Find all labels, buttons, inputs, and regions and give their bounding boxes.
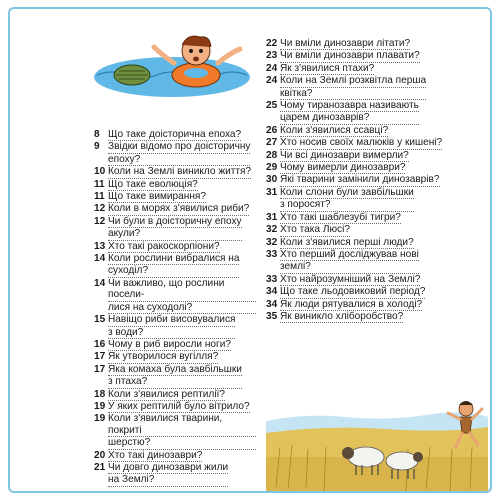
entry-line: Звідки відомо про доісторичну	[108, 141, 251, 153]
page-number: 24	[266, 75, 278, 87]
entry-line: Чому в риб виросли ноги?	[108, 338, 231, 350]
entry-title	[108, 216, 242, 241]
page-number: 15	[94, 314, 106, 326]
page-number: 26	[266, 124, 278, 136]
field-animals-illustration	[266, 387, 488, 493]
right-entry[interactable]	[266, 249, 486, 274]
page-number: 12	[94, 215, 106, 227]
entry-line: Що таке льодовиковий період?	[280, 286, 426, 298]
entry-title	[108, 203, 249, 215]
entry-title	[280, 63, 374, 75]
page-number: 27	[266, 137, 278, 149]
entry-line: Як виникло хліборобство?	[280, 310, 404, 322]
right-entry[interactable]	[266, 100, 486, 125]
entry-line: шерстю?	[108, 437, 151, 449]
right-entry[interactable]	[266, 187, 486, 212]
entry-line: Хто такі динозаври?	[108, 449, 203, 461]
page-number: 34	[266, 298, 278, 310]
entry-line: Чи вміли динозаври плавати?	[280, 50, 420, 62]
entry-title	[108, 166, 251, 178]
entry-line: Як утворилося вугілля?	[108, 351, 219, 363]
entry-title	[280, 249, 419, 274]
page-number: 31	[266, 211, 278, 223]
entry-line: з поросят?	[280, 199, 331, 211]
page-number: 35	[266, 310, 278, 322]
page-number: 14	[94, 277, 106, 289]
left-entry[interactable]	[94, 351, 256, 363]
swimming-boy-illustration	[92, 17, 252, 105]
page-number: 32	[266, 224, 278, 236]
page-number: 33	[266, 273, 278, 285]
entry-title	[280, 187, 414, 212]
entry-line: Як з'явилися птахи?	[280, 62, 375, 74]
left-entry[interactable]	[94, 241, 256, 253]
entry-line: Хто така Люсі?	[280, 224, 350, 236]
entry-title	[108, 413, 256, 449]
entry-line: епоху?	[108, 153, 141, 165]
entry-line: Чи довго динозаври жили	[108, 461, 229, 473]
entry-line: Чи важливо, що рослини посели-	[108, 278, 256, 302]
entry-title	[108, 141, 250, 166]
page-number: 13	[94, 240, 106, 252]
left-entry[interactable]	[94, 401, 256, 413]
entry-title	[108, 241, 220, 253]
entry-line: Що таке еволюція?	[108, 178, 198, 190]
entry-line: Чому вимерли динозаври?	[280, 162, 406, 174]
right-entry[interactable]	[266, 299, 486, 311]
entry-title	[280, 224, 350, 236]
page-number: 12	[94, 203, 106, 215]
entry-title	[108, 351, 218, 363]
entry-title	[108, 401, 250, 413]
entry-title	[280, 162, 405, 174]
entry-title	[280, 75, 426, 100]
left-entry[interactable]	[94, 191, 256, 203]
entry-title	[108, 129, 241, 141]
page-number: 17	[94, 363, 106, 375]
entry-line: Хто такі шаблезубі тигри?	[280, 211, 401, 223]
entry-line: Хто перший досліджував нові	[280, 248, 419, 260]
left-entry[interactable]	[94, 413, 256, 449]
entry-line: царем динозаврів?	[280, 112, 370, 124]
entry-line: суходіл?	[108, 265, 149, 277]
left-entry[interactable]	[94, 129, 256, 141]
entry-title	[280, 100, 419, 125]
page-number: 22	[266, 38, 278, 49]
entry-title	[280, 237, 414, 249]
entry-line: Коли в морях з'явилися риби?	[108, 203, 250, 215]
entry-line: землі?	[280, 261, 311, 273]
right-entry[interactable]	[266, 174, 486, 186]
entry-line: квітка?	[280, 87, 313, 99]
entry-title	[280, 150, 409, 162]
page-number: 20	[94, 449, 106, 461]
entry-title	[280, 286, 425, 298]
right-entry[interactable]	[266, 150, 486, 162]
entry-title	[108, 450, 202, 462]
entry-line: Хто такі ракоскорпіони?	[108, 240, 220, 252]
entry-line: Як люди рятувалися в холоді?	[280, 298, 423, 310]
left-entry[interactable]	[94, 278, 256, 314]
entry-title	[280, 299, 422, 311]
page-number: 11	[94, 178, 105, 190]
page-number: 25	[266, 100, 278, 112]
entry-title	[280, 125, 388, 137]
entry-title	[280, 174, 440, 186]
page-number: 28	[266, 149, 278, 161]
entry-line: з птаха?	[108, 376, 148, 388]
page-number: 24	[266, 62, 278, 74]
entry-title	[108, 314, 235, 339]
left-entry[interactable]	[94, 216, 256, 241]
entry-line: Що таке вимирання?	[108, 191, 206, 203]
left-entry[interactable]	[94, 389, 256, 401]
page-frame	[8, 7, 492, 493]
entry-title	[280, 274, 420, 286]
entry-line: Навіщо риби висовувалися	[108, 314, 236, 326]
page-number: 16	[94, 338, 106, 350]
entry-line: Чому тиранозавра називають	[280, 100, 419, 112]
entry-line: акули?	[108, 228, 141, 240]
right-entry[interactable]	[266, 50, 486, 62]
entry-title	[280, 137, 442, 149]
entry-title	[280, 311, 403, 323]
left-entry[interactable]	[94, 141, 256, 166]
entry-title	[108, 389, 225, 401]
left-entry[interactable]	[94, 179, 256, 191]
page-number: 30	[266, 174, 278, 186]
left-entry[interactable]	[94, 339, 256, 351]
entry-title	[280, 38, 410, 50]
right-entry[interactable]	[266, 137, 486, 149]
entry-line: Що таке доісторична епоха?	[108, 129, 242, 140]
page-number: 29	[266, 162, 278, 174]
entry-title	[108, 179, 198, 191]
right-entry[interactable]	[266, 311, 486, 323]
right-entry[interactable]	[266, 125, 486, 137]
entry-line: Коли на Землі розквітла перша	[280, 75, 427, 87]
entry-line: з води?	[108, 326, 144, 338]
entry-title	[108, 339, 231, 351]
entry-line: Хто найрозумніший на Землі?	[280, 273, 421, 285]
left-entry[interactable]	[94, 364, 256, 389]
entry-line: Чи були в доісторичну епоху	[108, 215, 242, 227]
entry-line: Які тварини замінили динозаврів?	[280, 174, 440, 186]
left-entry[interactable]	[94, 253, 256, 278]
page-number: 19	[94, 413, 106, 425]
left-entry[interactable]	[94, 450, 256, 462]
entry-line: Коли слони були завбільшки	[280, 186, 414, 198]
left-entry[interactable]	[94, 166, 256, 178]
right-entry[interactable]	[266, 237, 486, 249]
right-entry[interactable]	[266, 212, 486, 224]
right-entry[interactable]	[266, 162, 486, 174]
entry-title	[108, 364, 242, 389]
entry-title	[108, 278, 256, 314]
entry-line: Коли рослини вибралися на	[108, 253, 240, 265]
right-entry[interactable]	[266, 274, 486, 286]
left-entry[interactable]	[94, 462, 256, 487]
page-number: 14	[94, 253, 106, 265]
entry-line: Коли з'явилися рептилії?	[108, 388, 225, 400]
right-entry[interactable]	[266, 286, 486, 298]
entry-title	[108, 462, 228, 487]
right-entry[interactable]	[266, 75, 486, 100]
left-entry[interactable]	[94, 314, 256, 339]
entry-title	[108, 253, 239, 278]
page-number: 11	[94, 191, 105, 203]
page-number: 18	[94, 388, 106, 400]
page-number: 19	[94, 400, 106, 412]
entry-line: У яких рептилій було вітрило?	[108, 400, 250, 412]
contents-left-column	[94, 129, 256, 487]
entry-line: Чи вміли динозаври літати?	[280, 38, 411, 49]
page-number: 17	[94, 351, 106, 363]
entry-line: Чи всі динозаври вимерли?	[280, 149, 409, 161]
entry-line: Яка комаха була завбільшки	[108, 363, 242, 375]
entry-title	[108, 191, 206, 203]
left-entry[interactable]	[94, 203, 256, 215]
page-number: 34	[266, 286, 278, 298]
entry-line: Коли з'явилися тварини, покриті	[108, 413, 256, 437]
page-number: 8	[94, 129, 100, 140]
page-number: 33	[266, 248, 278, 260]
page-number: 21	[94, 461, 106, 473]
entry-line: Хто носив своїх малюків у кишені?	[280, 137, 443, 149]
page-number: 32	[266, 236, 278, 248]
entry-line: Коли з'явилися ссавці?	[280, 124, 389, 136]
page-number: 31	[266, 186, 278, 198]
entry-line: на Землі?	[108, 474, 155, 486]
entry-line: Коли на Землі виникло життя?	[108, 166, 252, 178]
entry-title	[280, 212, 401, 224]
entry-title	[280, 50, 420, 62]
right-entry[interactable]	[266, 63, 486, 75]
contents-right-column	[266, 38, 486, 323]
entry-line: лися на суходолі?	[108, 301, 193, 313]
page-number: 23	[266, 50, 278, 62]
entry-line: Коли з'явилися перші люди?	[280, 236, 414, 248]
page-number: 9	[94, 141, 100, 153]
right-entry[interactable]	[266, 38, 486, 50]
page-number: 10	[94, 166, 106, 178]
right-entry[interactable]	[266, 224, 486, 236]
